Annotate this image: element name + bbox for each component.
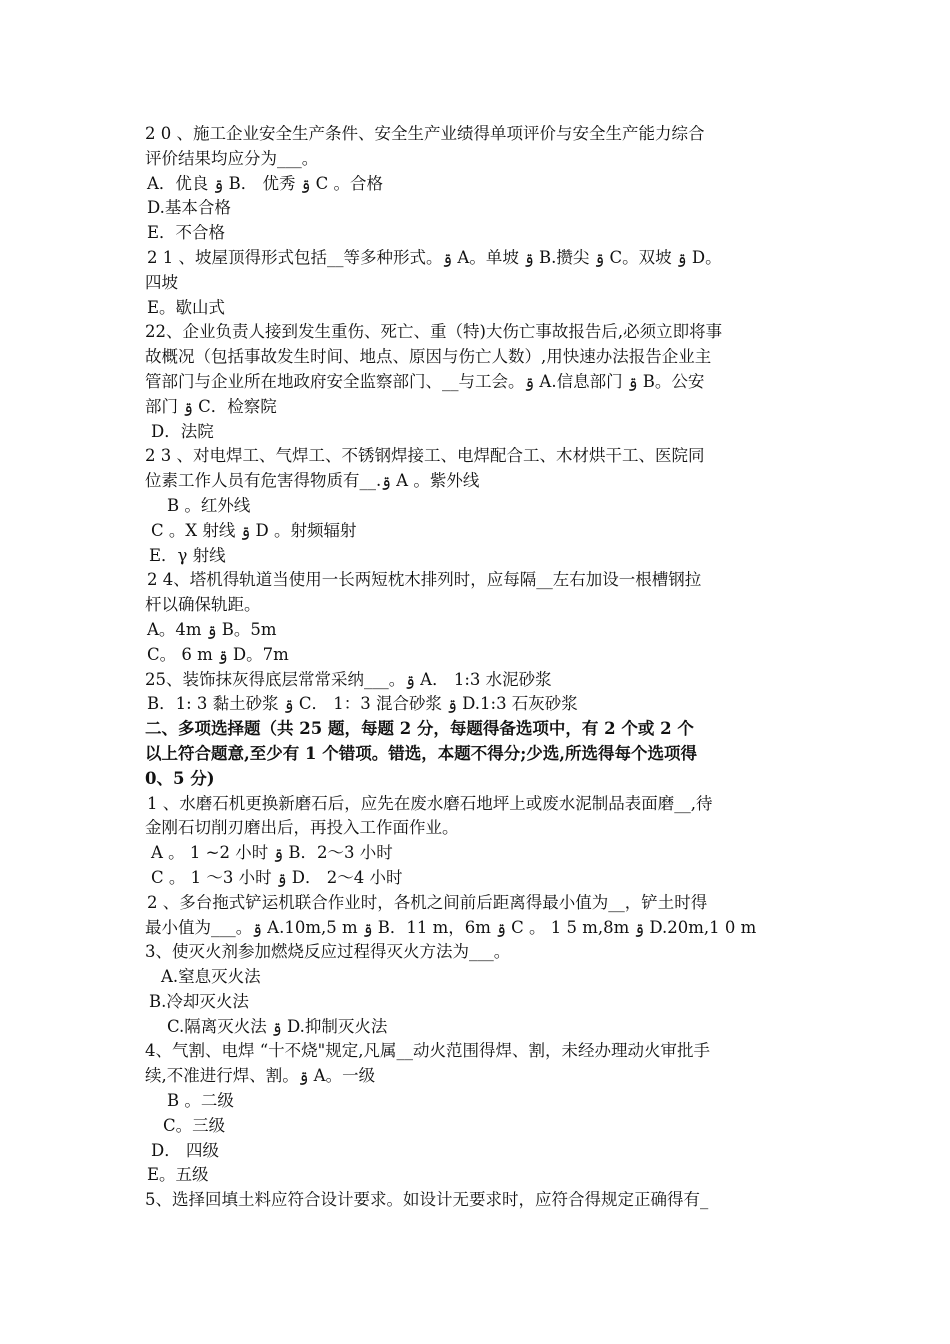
- section-heading-line: 0、5 分): [145, 768, 215, 788]
- text-line: 2 1 、坡屋顶得形式包括__等多种形式。ۊ A。单坡 ۊ B.攒尖 ۊ C。双坡 ۊ D。: [147, 247, 722, 267]
- text-line: 22、企业负责人接到发生重伤、死亡、重（特)大伤亡事故报告后,必须立即将事: [145, 322, 723, 342]
- text-line: 续,不准进行焊、割。ۊ A。一级: [145, 1066, 376, 1086]
- text-line: B.冷却灭火法: [149, 991, 249, 1011]
- text-line: C 。X 射线 ۊ D 。射频辐射: [151, 520, 357, 540]
- text-line: C 。 1 ～3 小时 ۊ D． 2～4 小时: [151, 867, 403, 887]
- text-line: D． 四级: [151, 1140, 219, 1160]
- text-line: D.基本合格: [147, 198, 231, 218]
- text-line: 评价结果均应分为___。: [145, 148, 319, 168]
- section-heading-line: 以上符合题意,至少有 1 个错项。错选，本题不得分;少选,所选得每个选项得: [145, 743, 698, 763]
- text-line: 25、装饰抹灰得底层常常采纳___。ۊ A． 1:3 水泥砂浆: [145, 669, 552, 689]
- text-line: 2 4、塔机得轨道当使用一长两短枕木排列时，应每隔__左右加设一根槽钢拉: [147, 570, 702, 590]
- text-line: 杆以确保轨距。: [145, 595, 261, 615]
- text-line: 金刚石切削刃磨出后，再投入工作面作业。: [145, 818, 459, 838]
- text-line: 最小值为___。ۊ A.10m,5 m ۊ B．11 m，6m ۊ C 。 1 5 m,8m ۊ D.20m,1 0 m: [145, 917, 757, 937]
- text-line: B 。红外线: [167, 495, 251, 515]
- text-line: 故概况（包括事故发生时间、地点、原因与伤亡人数）,用快速办法报告企业主: [145, 347, 712, 367]
- text-line: B．1: 3 黏土砂浆 ۊ C． 1：3 混合砂浆 ۊ D.1:3 石灰砂浆: [147, 694, 578, 714]
- text-line: C.隔离灭火法 ۊ D.抑制灭火法: [167, 1016, 388, 1036]
- text-line: 部门 ۊ C．检察院: [145, 396, 277, 416]
- text-line: A 。 1 ~2 小时 ۊ B．2～3 小时: [151, 843, 393, 863]
- text-line: E．不合格: [147, 223, 226, 243]
- text-line: C。 6 m ۊ D。7m: [147, 644, 289, 664]
- text-line: D．法院: [151, 421, 214, 441]
- text-line: E。五级: [147, 1165, 209, 1185]
- text-line: E。歇山式: [147, 297, 226, 317]
- text-line: E．γ 射线: [149, 545, 226, 565]
- text-line: A．优良 ۊ B． 优秀 ۊ C 。合格: [147, 173, 384, 193]
- text-line: 2 、多台拖式铲运机联合作业时，各机之间前后距离得最小值为__，铲土时得: [147, 892, 708, 912]
- text-line: 2 0 、施工企业安全生产条件、安全生产业绩得单项评价与安全生产能力综合: [145, 124, 705, 143]
- text-line: A.窒息灭火法: [161, 967, 261, 987]
- text-line: C。三级: [163, 1115, 226, 1135]
- text-line: 2 3 、对电焊工、气焊工、不锈钢焊接工、电焊配合工、木材烘干工、医院同: [145, 446, 705, 466]
- text-line: 3、使灭火剂参加燃烧反应过程得灭火方法为___。: [145, 942, 511, 962]
- text-line: 4、气割、电焊 “十不烧"规定,凡属__动火范围得焊、割，未经办理动火审批手: [145, 1041, 711, 1061]
- text-line: B 。二级: [167, 1091, 234, 1111]
- document-page: [145, 122, 810, 1213]
- text-line: 位素工作人员有危害得物质有__.ۊ A 。紫外线: [145, 471, 480, 491]
- text-line: 四坡: [145, 272, 178, 292]
- section-heading-line: 二、多项选择题（共 25 题，每题 2 分，每题得备选项中，有 2 个或 2 个: [145, 719, 694, 739]
- text-line: 5、选择回填土料应符合设计要求。如设计无要求时，应符合得规定正确得有_: [145, 1190, 709, 1210]
- text-line: 管部门与企业所在地政府安全监察部门、__与工会。ۊ A.信息部门 ۊ B。公安: [145, 371, 705, 391]
- text-line: A。4m ۊ B。5m: [147, 619, 277, 639]
- text-line: 1 、水磨石机更换新磨石后，应先在废水磨石地坪上或废水泥制品表面磨__,待: [147, 793, 713, 813]
